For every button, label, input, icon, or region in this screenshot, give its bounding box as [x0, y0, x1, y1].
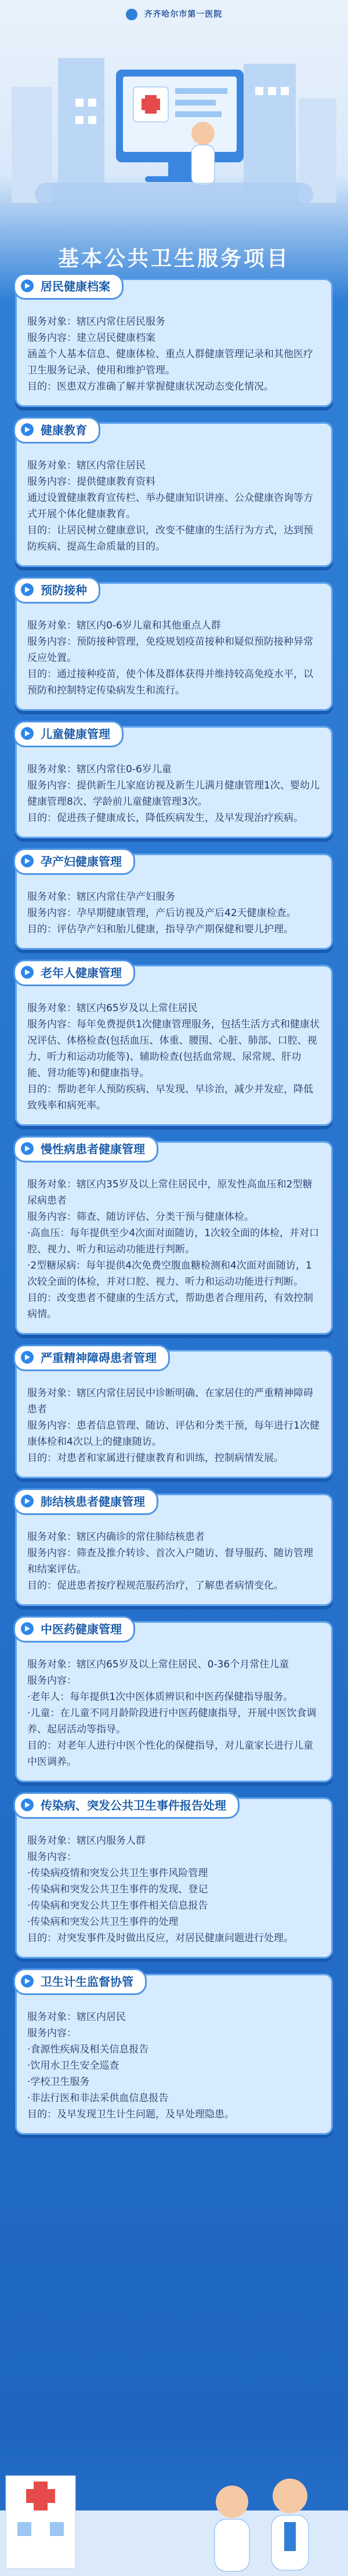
section-line: 服务内容：孕早期健康管理，产后访视及产后42天健康检查。 — [27, 907, 296, 919]
section-health-supervision — [15, 1974, 333, 2135]
play-icon — [21, 1975, 34, 1988]
section-line: 目的：通过接种疫苗，使个体及群体获得并维持较高免疫水平，以预防和控制特定传染病发生和流行。 — [27, 668, 313, 696]
play-icon — [21, 1351, 34, 1364]
section-line: 服务对象：辖区内居民 — [27, 2011, 126, 2023]
section-heading — [13, 721, 124, 747]
section-line: 服务内容： — [27, 1675, 77, 1687]
section-line: 服务对象：辖区内常住0-6岁儿童 — [27, 764, 172, 775]
section-title: 居民健康档案 — [41, 279, 110, 293]
footer-illustration — [0, 2424, 348, 2576]
section-line: 服务内容：预防接种管理，免疫规划疫苗接种和疑似预防接种异常反应处置。 — [27, 636, 313, 664]
section-line: 服务对象：辖区内常住居民 — [27, 460, 146, 471]
section-heading — [13, 1488, 158, 1515]
page-title: 基本公共卫生服务项目 — [57, 247, 290, 271]
section-line: 服务对象：辖区内0-6岁儿童和其他重点人群 — [27, 620, 221, 631]
section-line: ·传染病疫情和突发公共卫生事件风险管理 — [27, 1867, 208, 1879]
section-line: 服务内容：筛查及推介转诊、首次入户随访、督导服药、随访管理和结案评估。 — [27, 1547, 313, 1575]
play-icon — [21, 423, 34, 436]
section-line: ·饮用水卫生安全巡查 — [27, 2060, 119, 2072]
section-heading — [13, 1968, 147, 1995]
section-line: 目的：改变患者不健康的生活方式，帮助患者合理用药，有效控制病情。 — [27, 1292, 313, 1320]
section-chronic-disease — [15, 1141, 333, 1335]
section-line: ·2型糖尿病：每年提供4次免费空腹血糖检测和4次面对面随访，1次较全面的体检，并对口腔、视力、听力和运动功能进行判断。 — [27, 1260, 312, 1288]
play-icon — [21, 1622, 34, 1635]
section-line: ·学校卫生服务 — [27, 2076, 90, 2088]
section-heading — [13, 417, 100, 444]
sections-list — [15, 278, 333, 2150]
section-elderly-health — [15, 965, 333, 1126]
hero-banner — [0, 0, 348, 273]
section-line: 目的：对患者和家属进行健康教育和训练，控制病情发展。 — [27, 1452, 284, 1464]
section-tcm-health — [15, 1621, 333, 1782]
section-line: 服务内容：提供新生儿家庭访视及新生儿满月健康管理1次、婴幼儿健康管理8次、学龄前儿童健康管理3次。 — [27, 780, 320, 808]
hospital-logo-icon — [126, 9, 137, 20]
play-icon — [21, 966, 34, 979]
play-icon — [21, 1495, 34, 1507]
section-line: 服务内容： — [27, 2028, 77, 2039]
section-line: 涵盖个人基本信息、健康体检、重点人群健康管理记录和其他医疗卫生服务记录、使用和维护管理。 — [27, 348, 313, 376]
section-line: 服务对象：辖区内常住孕产妇服务 — [27, 891, 175, 903]
section-health-records — [15, 278, 333, 407]
section-line: 目的：促进患者按疗程规范服药治疗，了解患者病情变化。 — [27, 1580, 284, 1592]
section-title: 严重精神障碍患者管理 — [41, 1351, 157, 1365]
section-heading — [13, 1136, 158, 1162]
section-line: 服务对象：辖区内65岁及以上常住居民 — [27, 1002, 198, 1014]
section-line: ·儿童：在儿童不同月龄阶段进行中医药健康指导，开展中医饮食调养、起居活动等指导。 — [27, 1707, 317, 1735]
section-line: 目的：医患双方准确了解并掌握健康状况动态变化情况。 — [27, 381, 274, 393]
section-line: 目的：让居民树立健康意识，改变不健康的生活行为方式，达到预防疾病、提高生命质量的目的。 — [27, 525, 313, 553]
section-mental-disorder — [15, 1350, 333, 1478]
section-title: 老年人健康管理 — [41, 966, 122, 980]
hero-illustration — [0, 35, 348, 215]
hospital-logo — [0, 8, 348, 20]
section-line: 服务内容：建立居民健康档案 — [27, 332, 155, 344]
play-icon — [21, 279, 34, 292]
play-icon — [21, 727, 34, 740]
section-title: 健康教育 — [41, 423, 87, 437]
section-title: 卫生计生监督协管 — [41, 1975, 133, 1989]
section-line: 服务对象：辖区内常住居民中诊断明确、在家居住的严重精神障碍患者 — [27, 1387, 313, 1415]
section-line: 目的：评估孕产妇和胎儿健康，指导孕产期保健和婴儿护理。 — [27, 924, 293, 935]
play-icon — [21, 583, 34, 596]
section-heading — [13, 1616, 135, 1643]
section-tuberculosis — [15, 1494, 333, 1606]
section-line: 服务对象：辖区内确诊的常住肺结核患者 — [27, 1531, 205, 1543]
section-line: ·食源性疾病及相关信息报告 — [27, 2044, 149, 2055]
section-infectious-disease-report — [15, 1797, 333, 1959]
section-line: ·传染病和突发公共卫生事件的发现、登记 — [27, 1884, 208, 1895]
section-title: 传染病、突发公共卫生事件报告处理 — [41, 1799, 226, 1812]
section-child-health — [15, 726, 333, 838]
play-icon — [21, 855, 34, 867]
section-vaccination — [15, 582, 333, 711]
section-line: 目的：促进孩子健康成长，降低疾病发生，及早发现治疗疾病。 — [27, 812, 303, 824]
section-line: 服务内容：患者信息管理、随访、评估和分类干预，每年进行1次健康体检和4次以上的健康随访。 — [27, 1420, 320, 1448]
section-title: 儿童健康管理 — [41, 727, 110, 741]
section-line: ·非法行医和非法采供血信息报告 — [27, 2092, 169, 2104]
section-title: 中医药健康管理 — [41, 1622, 122, 1636]
section-line: 目的：对老年人进行中医个性化的保健指导，对儿童家长进行儿童中医调养。 — [27, 1740, 313, 1768]
section-line: 目的：及早发现卫生计生问题，及早处理隐患。 — [27, 2109, 234, 2120]
hospital-name: 齐齐哈尔市第一医院 — [144, 10, 223, 19]
section-health-education — [15, 422, 333, 567]
section-line: 目的：对突发事件及时做出反应，对居民健康问题进行处理。 — [27, 1932, 293, 1944]
section-line: 服务内容： — [27, 1851, 77, 1863]
section-line: 服务内容：提供健康教育资料 — [27, 476, 155, 488]
section-title: 肺结核患者健康管理 — [41, 1495, 145, 1509]
section-line: 服务对象：辖区内常住居民服务 — [27, 316, 165, 328]
section-heading — [13, 273, 124, 300]
section-heading — [13, 1345, 170, 1371]
section-heading — [13, 960, 135, 986]
section-title: 孕产妇健康管理 — [41, 855, 122, 869]
section-maternal-health — [15, 853, 333, 950]
section-heading — [13, 848, 135, 875]
section-line: 服务内容：筛查、随访评估、分类干预与健康体检。 — [27, 1211, 254, 1223]
section-line: 目的：帮助老年人预防疾病、早发现、早诊治，减少并发症，降低致残率和病死率。 — [27, 1084, 313, 1111]
section-line: 服务内容：每年免费提供1次健康管理服务，包括生活方式和健康状况评估、体格检查(包括血压、体重、腰围、心脏、肺部、口腔、视力、听力和运动功能等)、辅助检查(包括血常规、尿常规、肝功能、肾功能等)和健康指导。 — [27, 1019, 320, 1079]
section-line: 通过设置健康教育宣传栏、举办健康知识讲座、公众健康咨询等方式开展个体化健康教育。 — [27, 492, 313, 520]
section-line: ·传染病和突发公共卫生事件相关信息报告 — [27, 1900, 208, 1912]
section-line: ·传染病和突发公共卫生事件的处理 — [27, 1916, 179, 1928]
section-title: 预防接种 — [41, 583, 87, 597]
section-line: 服务对象：辖区内65岁及以上常住居民、0-36个月常住儿童 — [27, 1659, 289, 1670]
section-line: ·高血压：每年提供至少4次面对面随访，1次较全面的体检，并对口腔、视力、听力和运动功能进行判断。 — [27, 1227, 320, 1255]
section-line: 服务对象：辖区内服务人群 — [27, 1835, 146, 1847]
section-line: ·老年人：每年提供1次中医体质辨识和中医药保健指导服务。 — [27, 1691, 293, 1703]
section-heading — [13, 1792, 240, 1819]
section-title: 慢性病患者健康管理 — [41, 1142, 145, 1156]
section-line: 服务对象：辖区内35岁及以上常住居民中，原发性高血压和2型糖尿病患者 — [27, 1179, 313, 1207]
play-icon — [21, 1142, 34, 1155]
play-icon — [21, 1799, 34, 1811]
section-heading — [13, 577, 100, 604]
